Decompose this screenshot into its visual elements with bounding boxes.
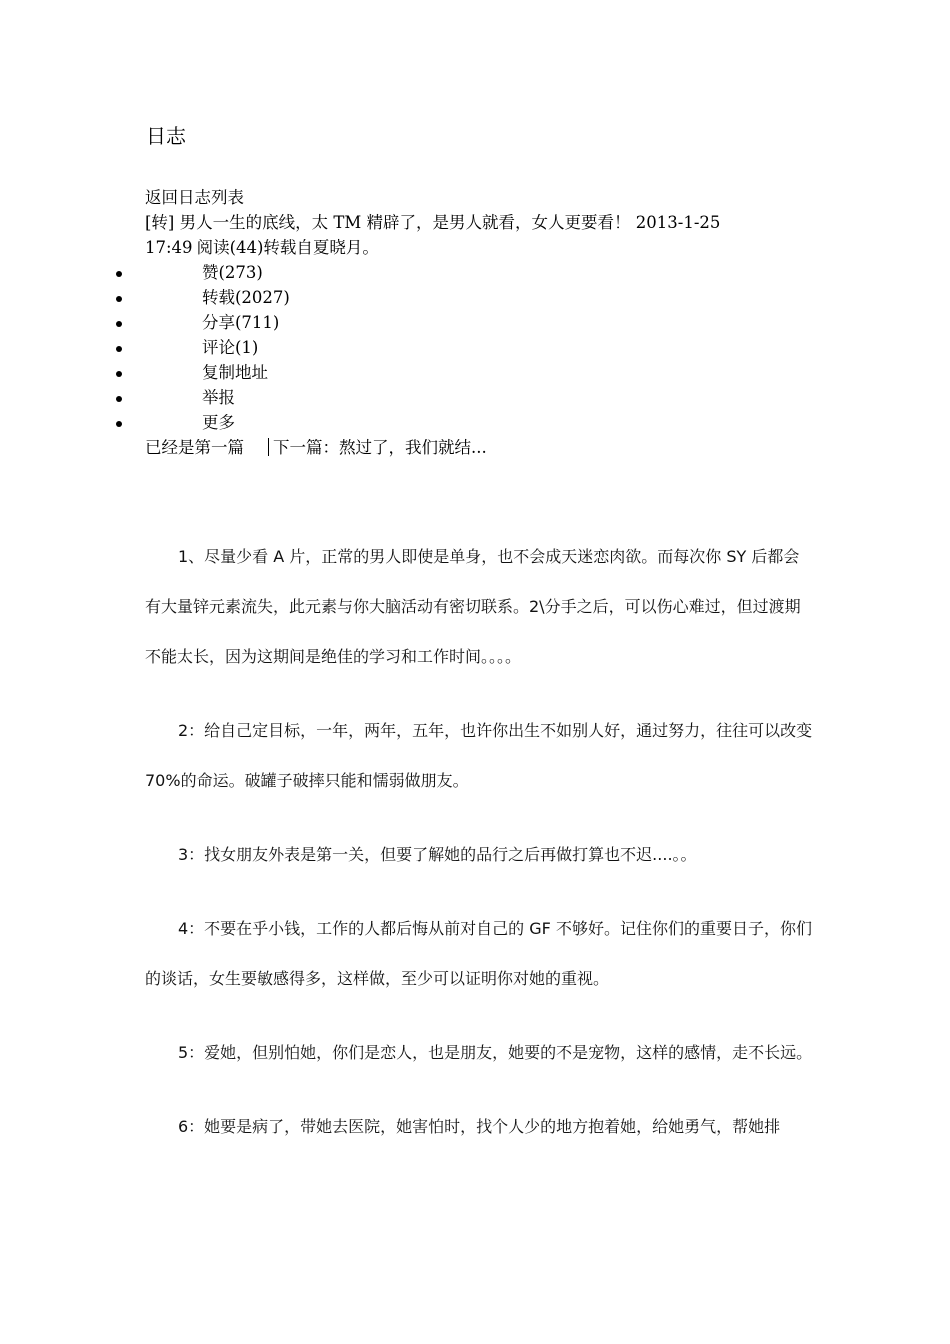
prev-post-label: 已经是第一篇 bbox=[145, 438, 244, 457]
action-label: 赞(273) bbox=[202, 263, 263, 282]
bullet-icon bbox=[116, 296, 122, 302]
article-paragraph: 6：她要是病了，带她去医院，她害怕时，找个人少的地方抱着她，给她勇气，帮她排 bbox=[178, 1117, 781, 1136]
action-label: 举报 bbox=[202, 388, 235, 407]
article-paragraph: 3：找女朋友外表是第一关，但要了解她的品行之后再做打算也不迟....。。 bbox=[178, 845, 697, 864]
post-meta bbox=[145, 236, 379, 260]
article-paragraph: 4：不要在乎小钱，工作的人都后悔从前对自己的 GF 不够好。记住你们的重要日子，你们的谈话，女生要敏感得多，这样做，至少可以证明你对她的重视。 bbox=[145, 919, 812, 988]
post-title: [转] 男人一生的底线，太 TM 精辟了，是男人就看，女人更要看！ 2013-1-25 bbox=[145, 213, 721, 232]
post-stats: 阅读(44)转载自夏晓月。 bbox=[196, 238, 379, 257]
page-title: 日志 bbox=[146, 124, 186, 148]
back-to-list-link[interactable]: 返回日志列表 bbox=[145, 188, 244, 207]
article-paragraph: 1、尽量少看 A 片，正常的男人即使是单身，也不会成天迷恋肉欲。而每次你 SY 后都会有大量锌元素流失，此元素与你大脑活动有密切联系。2\分手之后，可以伤心难过，但过渡期不能太长，因为这期间是绝佳的学习和工作时间。。。。 bbox=[145, 547, 801, 666]
article-body bbox=[145, 532, 818, 1176]
action-label: 复制地址 bbox=[202, 363, 268, 382]
action-label: 更多 bbox=[202, 413, 235, 432]
article-paragraph: 2：给自己定目标，一年，两年，五年，也许你出生不如别人好，通过努力，往往可以改变 70%的命运。破罐子破摔只能和懦弱做朋友。 bbox=[145, 721, 818, 790]
action-label: 评论(1) bbox=[202, 338, 259, 357]
bullet-icon bbox=[116, 346, 122, 352]
post-navigation bbox=[145, 436, 487, 460]
bullet-icon bbox=[116, 421, 122, 427]
bullet-icon bbox=[116, 396, 122, 402]
bullet-icon bbox=[116, 371, 122, 377]
action-label: 分享(711) bbox=[202, 313, 280, 332]
bullet-icon bbox=[116, 321, 122, 327]
nav-divider bbox=[268, 438, 269, 456]
post-time: 17:49 bbox=[145, 238, 193, 257]
bullet-icon bbox=[116, 271, 122, 277]
next-post-link[interactable]: 下一篇：熬过了，我们就结... bbox=[273, 438, 487, 457]
action-label: 转载(2027) bbox=[202, 288, 290, 307]
article-paragraph: 5：爱她，但别怕她，你们是恋人，也是朋友，她要的不是宠物，这样的感情，走不长远。 bbox=[178, 1043, 813, 1062]
